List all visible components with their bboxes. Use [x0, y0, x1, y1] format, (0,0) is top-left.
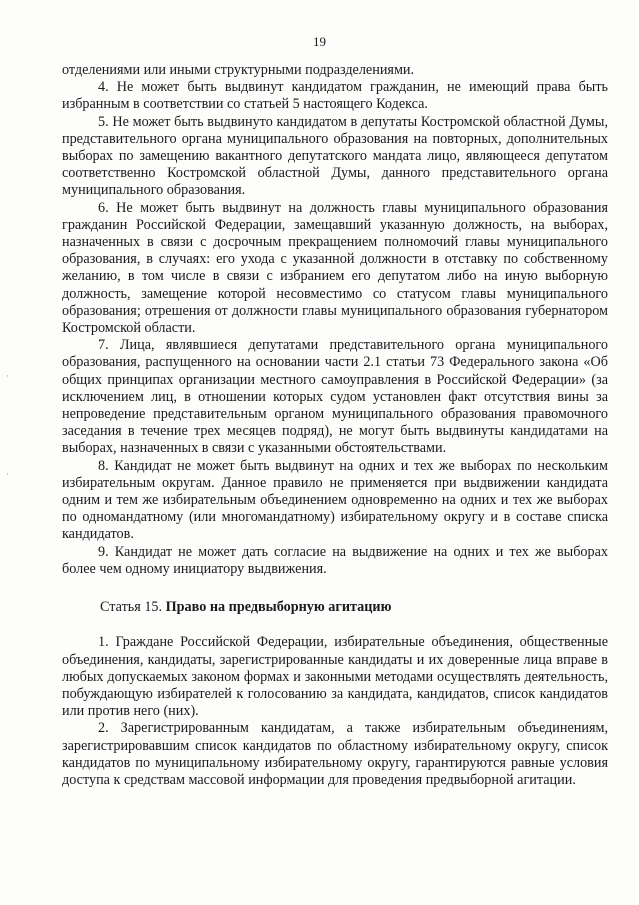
- paragraph: 6. Не может быть выдвинут на должность главы муниципального образования гражданин Российской Федерации, замещавший указанную должность, на выборах, назначенных в связи с досрочным прекращением полномочий главы муниципального образования, в случаях: его ухода с указанной должности в отставку по собственному желанию, в том числе в связи с избранием его депутатом либо на иную выборную должность, замещение которой несовместимо со статусом главы муниципального образования; отрешения от должности главы муниципального образования губернатором Костромской области.: [62, 199, 608, 337]
- paragraph: 7. Лица, являвшиеся депутатами представительного органа муниципального образования, распущенного на основании части 2.1 статьи 73 Федерального закона «Об общих принципах организации местного самоуправления в Российской Федерации» (за исключением лиц, в отношении которых судом установлен факт отсутствия вины за непроведение представительным органом муниципального образования правомочного заседания в течение трех месяцев подряд), не могут быть выдвинуты кандидатами на выборах, назначенных в связи с указанными обстоятельствами.: [62, 337, 608, 457]
- paragraph: 5. Не может быть выдвинуто кандидатом в депутаты Костромской областной Думы, представительного органа муниципального образования на повторных, дополнительных выборах по замещению вакантного депутатского мандата лицо, являющееся депутатом соответственно Костромской областной Думы, данного представительного органа муниципального образования.: [62, 113, 608, 199]
- scan-mark: ·: [6, 372, 9, 382]
- article-title: Право на предвыборную агитацию: [165, 599, 392, 616]
- paragraph: 1. Граждане Российской Федерации, избирательные объединения, общественные объединения, кандидаты, зарегистрированные кандидаты и их доверенные лица вправе в любых допускаемых законом формах и законными методами осуществлять деятельность, побуждающую избирателей к голосованию за кандидата, кандидатов, список кандидатов или против него (них).: [62, 634, 608, 720]
- article-heading: [62, 599, 608, 616]
- page-number: 19: [313, 34, 326, 49]
- scan-mark: ·: [6, 470, 9, 480]
- paragraph: отделениями или иными структурными подразделениями.: [62, 62, 415, 78]
- document-body: [62, 62, 608, 789]
- paragraph: 2. Зарегистрированным кандидатам, а также избирательным объединениям, зарегистрировавшим список кандидатов по областному избирательному округу, список кандидатов по муниципальному избирательному округу, гарантируются равные условия доступа к средствам массовой информации для проведения предвыборной агитации.: [62, 720, 608, 788]
- paragraph: 9. Кандидат не может дать согласие на выдвижение на одних и тех же выборах более чем одному инициатору выдвижения.: [62, 543, 608, 577]
- article-prefix: Статья 15.: [100, 599, 166, 616]
- paragraph: 8. Кандидат не может быть выдвинут на одних и тех же выборах по нескольким избирательным округам. Данное правило не применяется при выдвижении кандидата одним и тем же избирательным объединением одновременно на одних и тех же выборах по одномандатному (или многомандатному) избирательному округу и в составе списка кандидатов.: [62, 457, 608, 543]
- paragraphs-after: [62, 634, 608, 789]
- paragraphs-before: [62, 62, 608, 578]
- paragraph: 4. Не может быть выдвинут кандидатом гражданин, не имеющий права быть избранным в соответствии со статьей 5 настоящего Кодекса.: [62, 79, 608, 113]
